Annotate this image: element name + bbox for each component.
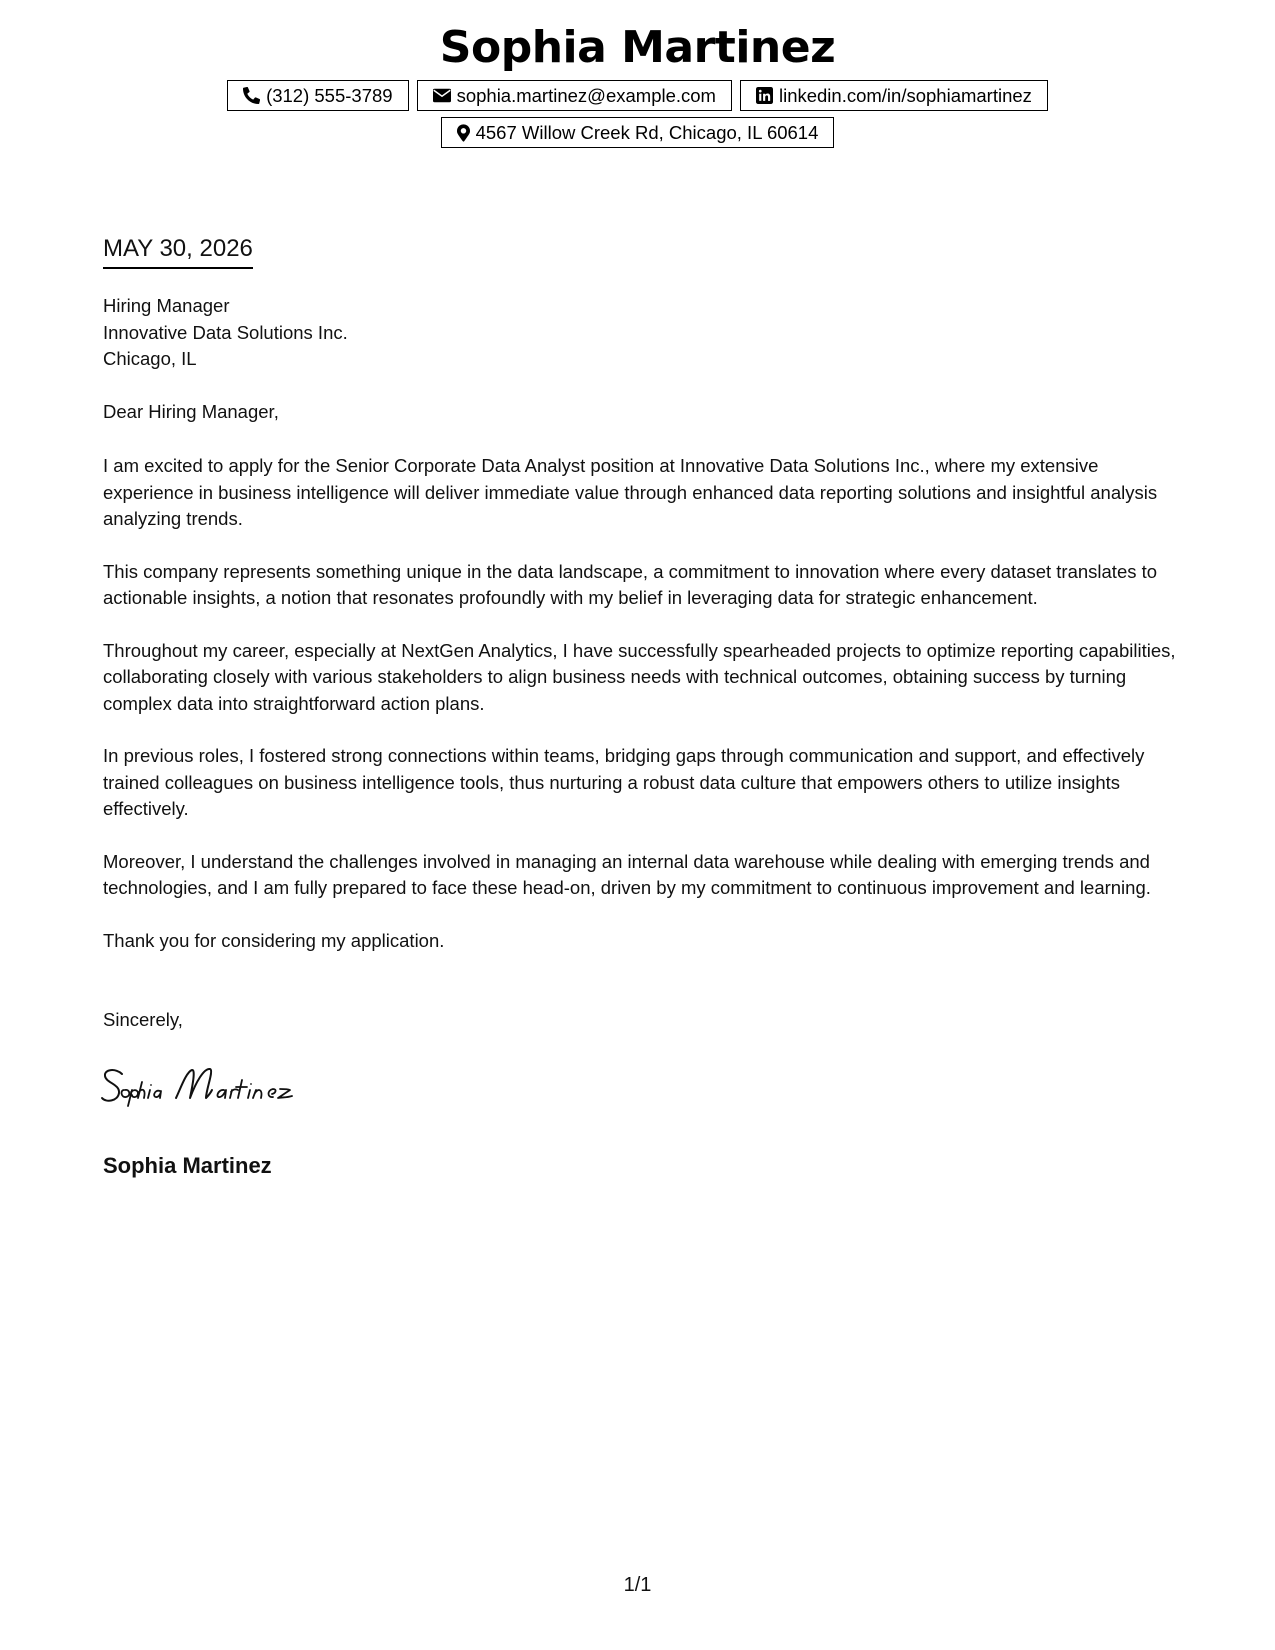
signature-image [100,1060,360,1112]
phone-text: (312) 555-3789 [266,84,393,106]
linkedin-chip[interactable] [740,80,1048,111]
handwritten-signature [100,1060,360,1117]
email-chip[interactable] [417,80,732,111]
sender-name-heading: Sophia Martinez [439,22,836,73]
linkedin-icon [756,87,773,104]
address-text: 4567 Willow Creek Rd, Chicago, IL 60614 [475,121,819,143]
contact-info-row [0,80,1275,111]
map-marker-icon [457,124,470,142]
recipient-company: Innovative Data Solutions Inc. [103,321,348,343]
body-paragraph: Thank you for considering my application. [103,929,445,951]
phone-icon [243,87,260,104]
body-paragraph: Moreover, I understand the challenges involved in managing an internal data warehouse while dealing with emerging trends and technologies, and I am fully prepared to face these head-on, driven by my commitment to continuous improvement and learning. [103,850,1151,898]
salutation: Dear Hiring Manager, [103,401,279,422]
letter-date: MAY 30, 2026 [103,235,253,269]
body-paragraph: Throughout my career, especially at NextGen Analytics, I have successfully spearheaded projects to optimize reporting capabilities, collaborating closely with various stakeholders to align business needs with technical outcomes, obtaining success by turning complex data into straightforward action plans. [103,639,1176,714]
envelope-icon [433,88,451,103]
linkedin-text: linkedin.com/in/sophiamartinez [778,84,1032,106]
body-paragraph: I am excited to apply for the Senior Corporate Data Analyst position at Innovative Data Solutions Inc., where my extensive experience in business intelligence will deliver immediate value through enhanced data reporting solutions and insightful analysis analyzing trends. [103,455,1158,529]
signer-name: Sophia Martinez [103,1153,272,1178]
closing: Sincerely, [103,1009,183,1030]
body-paragraph: In previous roles, I fostered strong connections within teams, bridging gaps through communication and support, and effectively trained colleagues on business intelligence tools, thus nurturing a robust data culture that empowers others to utilize insights effectively. [103,745,1145,819]
address-chip [441,117,835,148]
page-number: 1/1 [623,1574,652,1596]
recipient-block [103,293,348,373]
phone-chip[interactable] [227,80,409,111]
recipient-location: Chicago, IL [103,348,197,369]
letter-body [103,453,1183,980]
address-row [0,117,1275,148]
email-text: sophia.martinez@example.com [456,84,716,106]
recipient-title: Hiring Manager [103,295,230,316]
body-paragraph: This company represents something unique in the data landscape, a commitment to innovation where every dataset translates to actionable insights, a notion that resonates profoundly with my belief in leveraging data for strategic enhancement. [103,560,1158,608]
